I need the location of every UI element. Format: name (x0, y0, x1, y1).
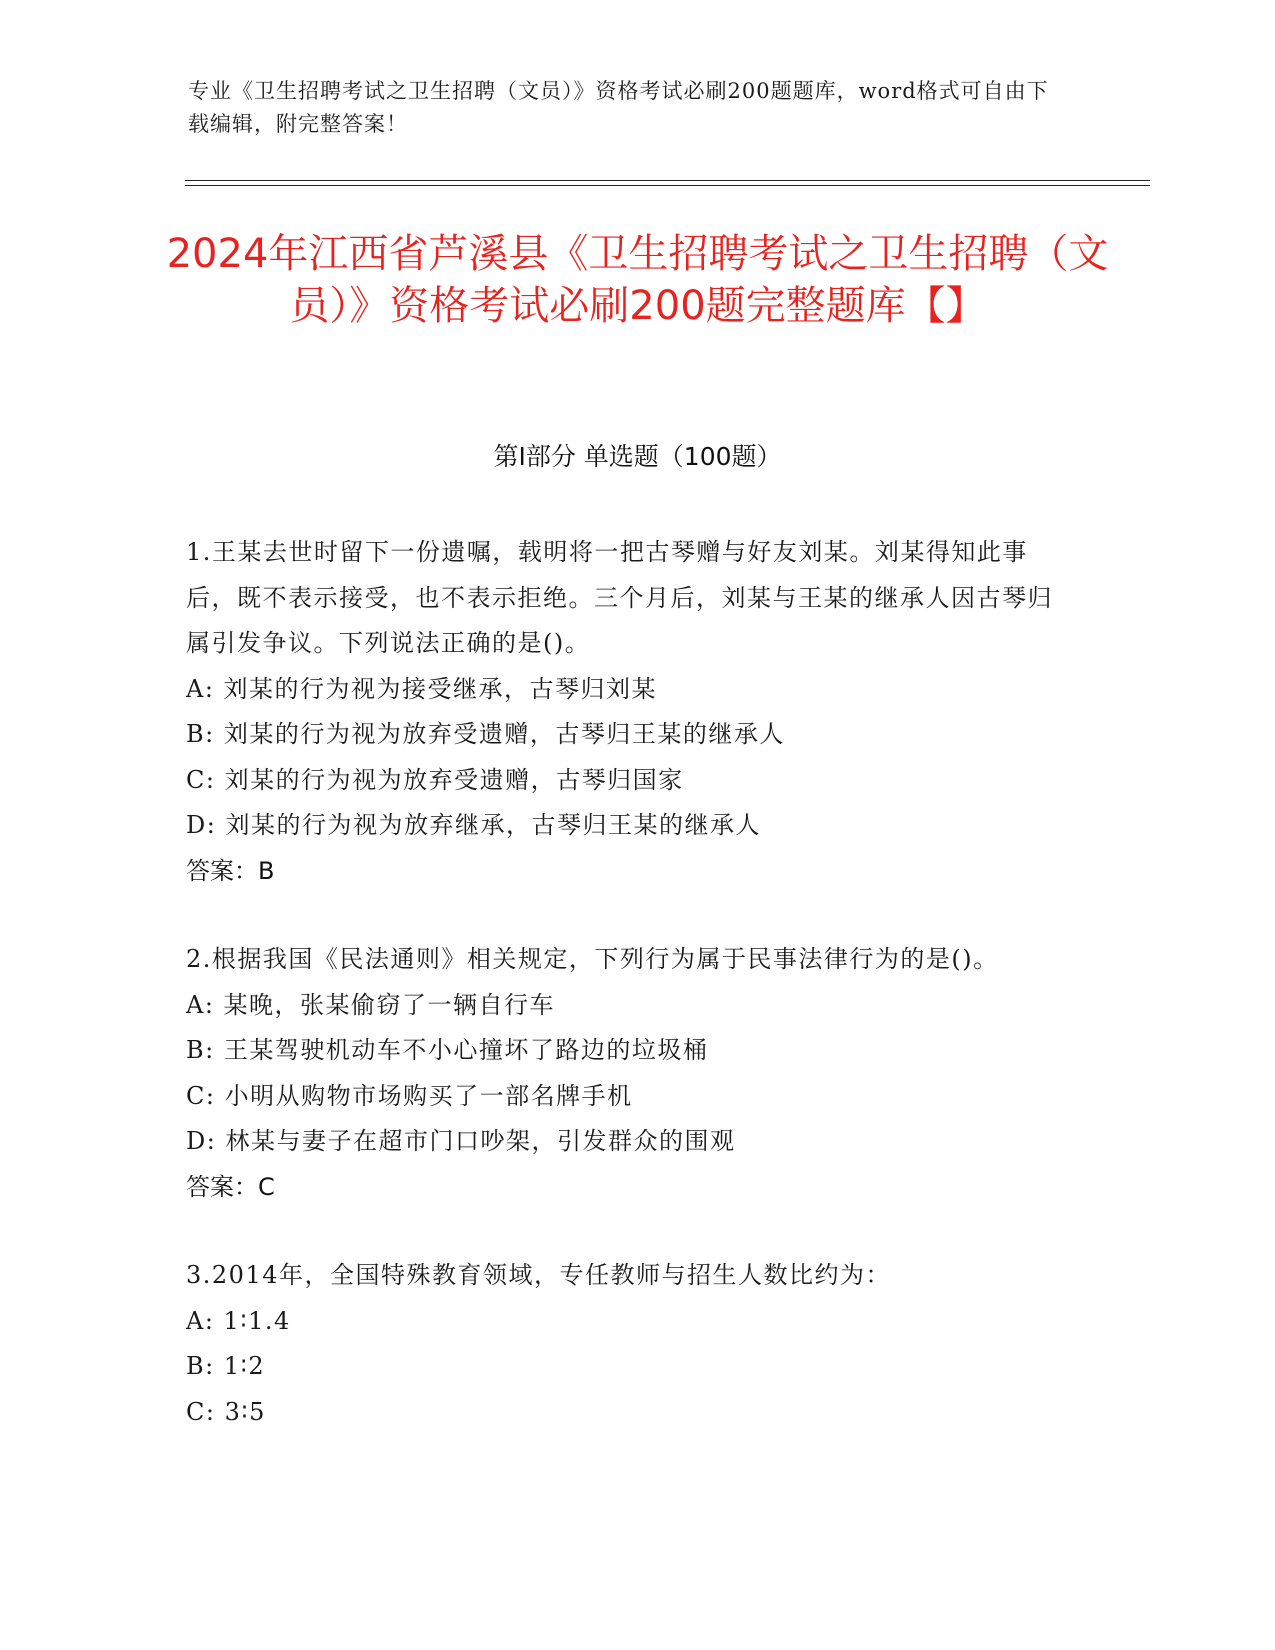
question-option: B: 刘某的行为视为放弃受遗赠，古琴归王某的继承人 (186, 720, 785, 748)
question-list (186, 530, 1066, 1478)
question-answer: 答案：B (186, 856, 275, 885)
question-option: D: 林某与妻子在超市门口吵架，引发群众的围观 (186, 1127, 736, 1155)
header-divider-bottom (185, 185, 1150, 186)
section-title: 第I部分 单选题（100题） (493, 442, 782, 471)
question-option: B: 1∶2 (186, 1352, 266, 1380)
question-option: A: 刘某的行为视为接受继承，古琴归刘某 (186, 674, 658, 703)
question-option: C: 3∶5 (186, 1397, 266, 1426)
question-option: A: 某晚，张某偷窃了一辆自行车 (186, 990, 556, 1019)
header-divider-top (185, 180, 1150, 181)
header-note: 专业《卫生招聘考试之卫生招聘（文员）》资格考试必刷200题题库，word格式可自由下载编辑，附完整答案！ (188, 79, 1049, 136)
question-option: B: 王某驾驶机动车不小心撞坏了路边的垃圾桶 (186, 1036, 709, 1064)
question-item (186, 530, 1066, 894)
question-stem: 1.王某去世时留下一份遗嘱，载明将一把古琴赠与好友刘某。刘某得知此事后，既不表示接受，也不表示拒绝。三个月后，刘某与王某的继承人因古琴归属引发争议。下列说法正确的是()。 (186, 538, 1053, 657)
question-stem: 3.2014年，全国特殊教育领域，专任教师与招生人数比约为： (186, 1261, 891, 1289)
document-title: 2024年江西省芦溪县《卫生招聘考试之卫生招聘（文员）》资格考试必刷200题完整题库【】 (166, 231, 1109, 329)
question-option: C: 刘某的行为视为放弃受遗赠，古琴归国家 (186, 765, 684, 794)
question-option: D: 刘某的行为视为放弃继承，古琴归王某的继承人 (186, 811, 761, 839)
question-item (186, 937, 1066, 1210)
question-answer: 答案：C (186, 1172, 275, 1201)
question-option: C: 小明从购物市场购买了一部名牌手机 (186, 1081, 633, 1110)
question-item (186, 1253, 1066, 1435)
question-stem: 2.根据我国《民法通则》相关规定，下列行为属于民事法律行为的是()。 (186, 945, 999, 973)
question-option: A: 1∶1.4 (186, 1306, 291, 1335)
